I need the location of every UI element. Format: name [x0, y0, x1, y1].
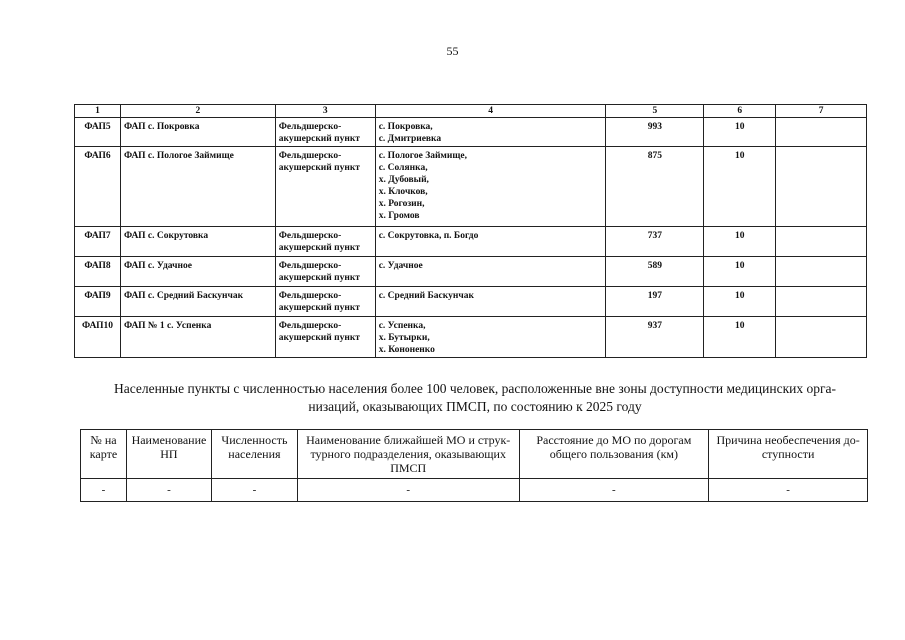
empty-cell — [776, 118, 867, 147]
facility-type-line: акушерский пункт — [278, 243, 360, 253]
facility-type-line: Фельдшерско- — [278, 291, 342, 301]
population-cell: 737 — [606, 227, 704, 257]
settlement-line: х. Рогозин, — [378, 199, 425, 209]
column-header: 4 — [375, 105, 606, 118]
header-population: Численность населения — [211, 430, 297, 479]
facility-code: ФАП7 — [75, 227, 121, 257]
facility-row — [75, 317, 867, 358]
table-cell: - — [126, 479, 211, 502]
settlement-line: с. Солянка, — [378, 163, 428, 173]
column-header: 5 — [606, 105, 704, 118]
facility-name: ФАП № 1 с. Успенка — [120, 317, 275, 358]
settlements-table — [80, 429, 868, 502]
served-settlements — [375, 317, 606, 358]
served-settlements — [375, 257, 606, 287]
empty-cell — [776, 287, 867, 317]
column-header: 7 — [776, 105, 867, 118]
facility-type — [275, 227, 375, 257]
facilities-header-row — [75, 105, 867, 118]
facility-row — [75, 147, 867, 227]
served-settlements — [375, 147, 606, 227]
section-heading-line: Населенные пункты с численностью населения более 100 человек, расположенные вне зоны доступности медицинских орга- — [113, 381, 837, 396]
table-cell: - — [709, 479, 868, 502]
distance-cell: 10 — [704, 317, 776, 358]
facility-row — [75, 227, 867, 257]
facility-name: ФАП с. Сокрутовка — [120, 227, 275, 257]
facility-name: ФАП с. Покровка — [120, 118, 275, 147]
header-name: Наименование НП — [126, 430, 211, 479]
settlement-line: с. Пологое Займище, — [378, 151, 467, 161]
facility-type-line: Фельдшерско- — [278, 321, 342, 331]
empty-cell — [776, 147, 867, 227]
header-reason: Причина необеспечения до-ступности — [709, 430, 868, 479]
population-cell: 589 — [606, 257, 704, 287]
settlements-row — [81, 479, 868, 502]
population-cell: 937 — [606, 317, 704, 358]
facility-name: ФАП с. Пологое Займище — [120, 147, 275, 227]
settlement-line: с. Покровка, — [378, 122, 433, 132]
served-settlements — [375, 227, 606, 257]
settlement-line: х. Кононенко — [378, 345, 435, 355]
facility-row — [75, 118, 867, 147]
settlement-line: с. Успенка, — [378, 321, 426, 331]
facility-row — [75, 257, 867, 287]
facility-type-line: акушерский пункт — [278, 303, 360, 313]
facility-type-line: акушерский пункт — [278, 273, 360, 283]
facilities-table — [74, 104, 867, 358]
table-cell: - — [211, 479, 297, 502]
facility-type-line: акушерский пункт — [278, 333, 360, 343]
settlement-line: х. Клочков, — [378, 187, 428, 197]
distance-cell: 10 — [704, 257, 776, 287]
facility-code: ФАП6 — [75, 147, 121, 227]
column-header: 1 — [75, 105, 121, 118]
settlements-header-row — [81, 430, 868, 479]
facility-type-line: акушерский пункт — [278, 134, 360, 144]
facility-type-line: Фельдшерско- — [278, 261, 342, 271]
column-header: 2 — [120, 105, 275, 118]
section-heading — [80, 380, 870, 416]
page-number: 55 — [446, 44, 459, 58]
facility-type-line: акушерский пункт — [278, 163, 360, 173]
empty-cell — [776, 317, 867, 358]
population-cell: 993 — [606, 118, 704, 147]
served-settlements — [375, 118, 606, 147]
facility-name: ФАП с. Средний Баскунчак — [120, 287, 275, 317]
settlement-line: с. Сокрутовка, п. Богдо — [378, 231, 479, 241]
facility-type-line: Фельдшерско- — [278, 122, 342, 132]
facility-code: ФАП9 — [75, 287, 121, 317]
settlement-line: х. Дубовый, — [378, 175, 429, 185]
facility-code: ФАП10 — [75, 317, 121, 358]
settlement-line: х. Бутырки, — [378, 333, 430, 343]
section-heading-line: низаций, оказывающих ПМСП, по состоянию к 2025 году — [308, 399, 642, 414]
settlement-line: с. Средний Баскунчак — [378, 291, 474, 301]
table-cell: - — [297, 479, 519, 502]
column-header: 6 — [704, 105, 776, 118]
settlement-line: с. Дмитриевка — [378, 134, 442, 144]
facility-type-line: Фельдшерско- — [278, 151, 342, 161]
facility-type — [275, 118, 375, 147]
distance-cell: 10 — [704, 227, 776, 257]
table-cell: - — [519, 479, 709, 502]
population-cell: 197 — [606, 287, 704, 317]
settlement-line: х. Громов — [378, 211, 420, 221]
facility-code: ФАП8 — [75, 257, 121, 287]
facility-code: ФАП5 — [75, 118, 121, 147]
facility-type — [275, 147, 375, 227]
facility-type — [275, 257, 375, 287]
empty-cell — [776, 227, 867, 257]
header-distance: Расстояние до МО по дорогам общего пользования (км) — [519, 430, 709, 479]
facility-row — [75, 287, 867, 317]
column-header: 3 — [275, 105, 375, 118]
facility-type — [275, 287, 375, 317]
empty-cell — [776, 257, 867, 287]
distance-cell: 10 — [704, 287, 776, 317]
facility-type-line: Фельдшерско- — [278, 231, 342, 241]
distance-cell: 10 — [704, 147, 776, 227]
settlement-line: с. Удачное — [378, 261, 423, 271]
header-nearest-mo: Наименование ближайшей МО и струк-турного подразделения, оказывающих ПМСП — [297, 430, 519, 479]
facility-name: ФАП с. Удачное — [120, 257, 275, 287]
facility-type — [275, 317, 375, 358]
table-cell: - — [81, 479, 127, 502]
population-cell: 875 — [606, 147, 704, 227]
served-settlements — [375, 287, 606, 317]
header-map-no: № на карте — [81, 430, 127, 479]
distance-cell: 10 — [704, 118, 776, 147]
